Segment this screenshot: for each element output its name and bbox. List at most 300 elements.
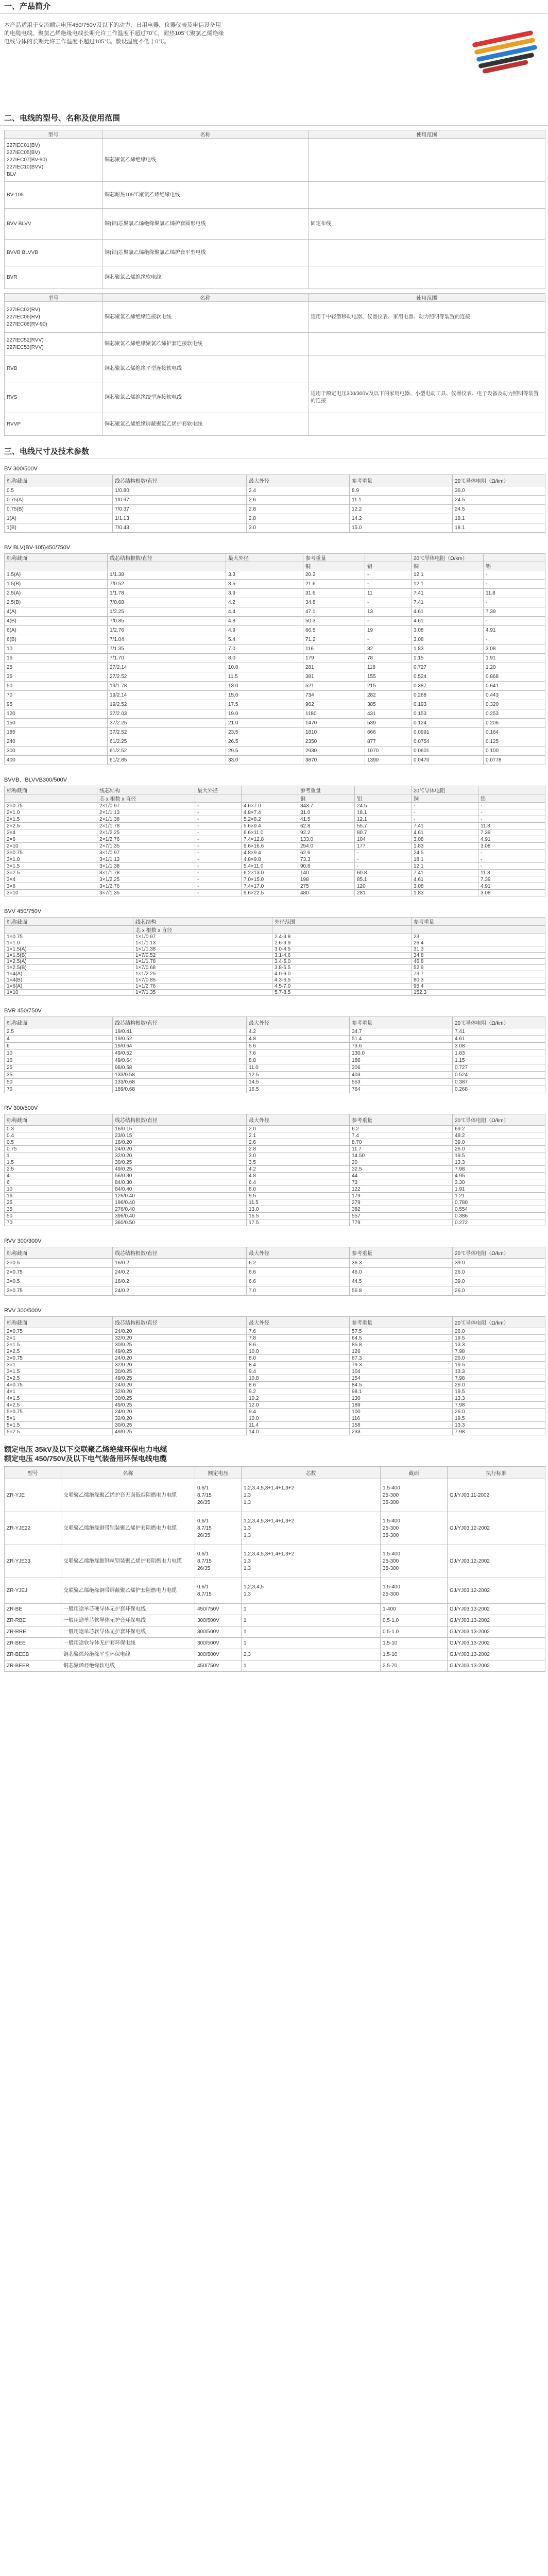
table-cell: 7/0.43: [113, 523, 247, 533]
table-cell: ZR-YJE: [5, 1479, 61, 1512]
table-cell: 1×10: [5, 990, 133, 996]
table-cell: 16: [5, 1193, 113, 1199]
table-cell: 49/0.25: [113, 1348, 247, 1355]
column-header: 名称: [61, 1467, 195, 1479]
table-cell: 18.1: [412, 856, 478, 863]
column-header: 额定电压: [195, 1467, 242, 1479]
table-cell: 100: [350, 1409, 453, 1415]
column-header: 标称截面: [5, 475, 113, 486]
table-row: [5, 1139, 545, 1146]
table-cell: 48.2: [453, 1132, 545, 1139]
table-cell: 0.4: [5, 1132, 113, 1139]
table-row: [5, 870, 545, 876]
table-cell: 2.5: [5, 1166, 113, 1173]
table-cell: 11.4: [247, 1422, 350, 1429]
table-cell: 6.4: [247, 1179, 350, 1186]
table-cell: 1×4(B): [5, 977, 133, 984]
table-cell: 666: [365, 728, 412, 737]
table-cell: 3×0.75: [5, 850, 97, 856]
table-row: [5, 1649, 545, 1660]
table-cell: 1.5-400 25-300: [381, 1578, 448, 1604]
table-cell: 37/2.52: [108, 728, 226, 737]
table-cell: 2×6: [5, 836, 97, 843]
table-cell: 7.98: [453, 1402, 545, 1409]
table-cell: 32/0.20: [113, 1388, 247, 1395]
table-cell: -: [412, 816, 478, 823]
table-cell: GJ/YJ03.12-2002: [448, 1545, 545, 1578]
table-cell: 31.0: [298, 809, 355, 816]
table-cell: 3×0.75: [5, 1355, 113, 1362]
table-cell: 49/0.25: [113, 1166, 247, 1173]
models-row: [5, 240, 545, 266]
table-row: [5, 1126, 545, 1132]
table-row: [5, 977, 545, 984]
table-cell: -: [195, 823, 242, 829]
table-cell: -: [355, 850, 412, 856]
table-row: [5, 1193, 545, 1199]
table-cell: 0.75(A): [5, 496, 113, 505]
table-cell: 4×1.5: [5, 1395, 113, 1402]
cable-image: [467, 21, 544, 78]
table-cell: 19.5: [453, 1388, 545, 1395]
table-cell: 3.08: [412, 836, 478, 843]
table-cell: 3×1.5: [5, 863, 97, 870]
table-cell: ZR-YJE33: [5, 1545, 61, 1578]
table-cell: 12.1: [412, 863, 478, 870]
models2-header-model: 型号: [5, 294, 102, 302]
table-cell: 3.1-4.6: [272, 953, 412, 959]
table-cell: 19/0.52: [113, 1036, 247, 1043]
table-cell: 15.5: [247, 1213, 350, 1219]
table-cell: 130: [350, 1395, 453, 1402]
table-cell: 553: [350, 1079, 453, 1086]
table-cell: 8.8: [247, 1057, 350, 1064]
table-cell: 17.5: [226, 700, 303, 709]
table-row: [5, 1050, 545, 1057]
table-cell: 3×1/1.38: [97, 863, 195, 870]
table-cell: 50.3: [303, 617, 365, 626]
table-cell: 7/0.52: [108, 580, 226, 589]
table-cell: 6: [5, 1179, 113, 1186]
table-cell: 1470: [303, 719, 365, 728]
column-subheader: 铝: [478, 794, 545, 803]
table-row: [5, 1348, 545, 1355]
table-row: [5, 1368, 545, 1375]
table-row: [5, 1422, 545, 1429]
column-header: 最大外径: [247, 1017, 350, 1028]
table-cell: 26.0: [453, 1382, 545, 1388]
table-cell: 4.3-6.5: [272, 977, 412, 984]
table-row: [5, 617, 545, 626]
model-code: 227IEC52(RVV) 227IEC53(RVV): [5, 333, 102, 355]
table-cell: 18.1: [453, 514, 545, 523]
table-cell: 2.8: [247, 505, 350, 514]
table-cell: 35: [5, 1206, 113, 1213]
table-cell: 0.6/1 8.7/15 26/35: [195, 1479, 242, 1512]
table-cell: 1.5-400 25-300 35-300: [381, 1512, 448, 1545]
table-cell: 1.83: [453, 1050, 545, 1057]
table-cell: 0.206: [484, 719, 545, 728]
table-cell: 186: [350, 1057, 453, 1064]
table-cell: 140: [298, 870, 355, 876]
table-cell: 61/2.85: [108, 756, 226, 765]
model-code: BVR: [5, 266, 102, 289]
table-cell: 5.4: [226, 635, 303, 645]
table-cell: 8.0: [247, 1186, 350, 1193]
table-row: [5, 1146, 545, 1153]
table-cell: 1: [242, 1604, 381, 1615]
column-subheader: [242, 794, 298, 803]
table-cell: 5.6×9.4: [242, 823, 298, 829]
table-cell: 360/0.50: [113, 1219, 247, 1226]
table-cell: 8.0: [247, 1355, 350, 1362]
table-row: [5, 663, 545, 672]
table-cell: 35: [5, 672, 108, 682]
table-cell: 3×2.5: [5, 870, 97, 876]
table-cell: 1×6(A): [5, 984, 133, 990]
table-cell: 3.08: [412, 635, 484, 645]
table-cell: 450/750V: [195, 1660, 242, 1672]
table-cell: -: [478, 856, 545, 863]
table-cell: 24.5: [453, 496, 545, 505]
table-cell: 4.61: [412, 829, 478, 836]
table-cell: 1.15: [412, 654, 484, 663]
table-cell: 1×1/2.25: [133, 971, 272, 977]
table-cell: 1: [5, 1153, 113, 1159]
table-cell: 10: [5, 1050, 113, 1057]
table-cell: 79.3: [350, 1362, 453, 1368]
table-cell: 343.7: [298, 803, 355, 809]
table-cell: 61/2.52: [108, 747, 226, 756]
table-cell: 交联聚乙烯绝缘细钢丝铠装聚乙烯护套阻燃电力电缆: [61, 1545, 195, 1578]
table-cell: 19.5: [453, 1362, 545, 1368]
table-row: [5, 737, 545, 747]
bvvb-table: [4, 786, 545, 896]
table-cell: 2.5(A): [5, 589, 108, 598]
table-cell: -: [355, 863, 412, 870]
table-cell: 4.61: [412, 617, 484, 626]
table-cell: -: [478, 863, 545, 870]
table-cell: 7/0.85: [108, 617, 226, 626]
table-cell: 7.8: [247, 1335, 350, 1342]
column-header: 线芯结构: [97, 786, 195, 794]
table-cell: 734: [303, 691, 365, 700]
table-cell: -: [412, 803, 478, 809]
table-cell: 19/2.52: [108, 700, 226, 709]
column-header: 线芯结构根数/直径: [113, 1317, 247, 1328]
table-cell: 9.5: [247, 1193, 350, 1199]
table-cell: 1,2,3,4,5,3+1,4+1,3+2 1,3 1,3: [242, 1479, 381, 1512]
table-cell: 2.4: [247, 486, 350, 496]
table-cell: 19/1.78: [108, 682, 226, 691]
table-cell: 4(A): [5, 607, 108, 617]
table-cell: 7.39: [478, 876, 545, 883]
table-cell: 交联聚乙烯绝缘钢带铠装聚乙烯护套阻燃电力电缆: [61, 1512, 195, 1545]
table-cell: 5.6: [247, 1043, 350, 1050]
table-cell: 4.9: [226, 626, 303, 635]
table-cell: 1×1/1.13: [133, 940, 272, 946]
table-cell: 7.39: [478, 829, 545, 836]
table-cell: 1,2,3,4,5,3+1,4+1,3+2 1,3 1,3: [242, 1512, 381, 1545]
table-cell: 41.5: [298, 816, 355, 823]
table-cell: 3.08: [412, 883, 478, 890]
table-cell: 18.1: [453, 523, 545, 533]
table-cell: 3×1/2.25: [97, 876, 195, 883]
table-cell: -: [365, 617, 412, 626]
table-cell: 1,2,3,4,5,3+1,4+1,3+2 1,3 1,3: [242, 1545, 381, 1578]
table-cell: 2.8: [247, 1146, 350, 1153]
table-cell: 19/2.14: [108, 691, 226, 700]
model-name: 铜芯耐热105℃聚氯乙烯绝缘电线: [102, 182, 309, 209]
table-cell: GJ/YJ03.13-2002: [448, 1649, 545, 1660]
column-subheader: [226, 562, 303, 570]
table-cell: 13.0: [247, 1206, 350, 1213]
table-cell: 0.386: [453, 1213, 545, 1219]
table-cell: -: [195, 876, 242, 883]
table-cell: 0.272: [453, 1219, 545, 1226]
rvv500-table: [4, 1316, 545, 1435]
table-cell: 80.3: [412, 977, 545, 984]
rv-caption: RV 300/500V: [4, 1105, 38, 1111]
table-cell: 2×1: [5, 1335, 113, 1342]
column-header: 参考重量: [350, 1317, 453, 1328]
model-use: [309, 182, 545, 209]
column-header: 线芯结构根数/直径: [113, 1247, 247, 1259]
table-row: [5, 626, 545, 635]
table-row: [5, 1206, 545, 1213]
table-cell: 3.0: [247, 523, 350, 533]
table-cell: 4.4: [226, 607, 303, 617]
table-cell: 7.0: [226, 645, 303, 654]
table-cell: -: [412, 809, 478, 816]
table-cell: -: [195, 809, 242, 816]
column-subheader: [272, 926, 412, 934]
blv-table: [4, 553, 545, 765]
table-cell: -: [365, 580, 412, 589]
table-cell: 4.91: [478, 836, 545, 843]
table-cell: 1×4(A): [5, 971, 133, 977]
table-row: [5, 1362, 545, 1368]
models2-header-name: 名称: [102, 294, 309, 302]
table-cell: 8.4: [247, 1362, 350, 1368]
header-row: [5, 918, 545, 926]
table-cell: 1×0.75: [5, 934, 133, 940]
table-cell: 0.524: [412, 672, 484, 682]
model-name: 铜芯聚氯乙烯绝缘平型连接软电线: [102, 355, 309, 382]
table-cell: 95.4: [412, 984, 545, 990]
table-row: [5, 1402, 545, 1409]
table-row: [5, 635, 545, 645]
table-cell: 10.0: [247, 1348, 350, 1355]
column-header: 20℃导体电阻（Ω/km）: [453, 475, 545, 486]
table-cell: 2.6: [247, 496, 350, 505]
table-cell: 73.7: [412, 971, 545, 977]
model-name: 铜芯聚氯乙烯绝缘电线: [102, 139, 309, 182]
table-cell: 2×0.75: [5, 803, 97, 809]
table-cell: 16/0.15: [113, 1126, 247, 1132]
table-row: [5, 836, 545, 843]
table-cell: 2×4: [5, 829, 97, 836]
table-cell: 7.98: [453, 1375, 545, 1382]
table-cell: 0.780: [453, 1199, 545, 1206]
table-cell: 16/0.20: [113, 1139, 247, 1146]
table-cell: 34.7: [350, 1028, 453, 1036]
column-header: 20℃导体电阻（Ω/km）: [453, 1017, 545, 1028]
table-cell: 0.6/1 8.7/15 26/35: [195, 1512, 242, 1545]
table-cell: 254.0: [298, 843, 355, 850]
models-row: [5, 333, 545, 355]
table-row: [5, 747, 545, 756]
table-cell: 8.9: [350, 486, 453, 496]
table-cell: 2×0.75: [5, 1268, 113, 1277]
table-cell: 4.91: [484, 626, 545, 635]
table-cell: 2.1: [247, 1132, 350, 1139]
table-cell: -: [365, 635, 412, 645]
header-row: [5, 1017, 545, 1028]
table-cell: 1: [242, 1660, 381, 1672]
table-cell: 84/0.30: [113, 1179, 247, 1186]
table-cell: 7.39: [484, 607, 545, 617]
table-cell: 1/2.25: [108, 607, 226, 617]
header-row: [5, 475, 545, 486]
table-row: [5, 1219, 545, 1226]
table-cell: 5.4×11.0: [242, 863, 298, 870]
fire-title-2: 额定电压 450/750V及以下电气装备用环保电线电缆: [4, 1454, 167, 1463]
table-cell: 18.1: [355, 809, 412, 816]
table-cell: 49/0.25: [113, 1429, 247, 1435]
table-cell: 7.98: [453, 1429, 545, 1435]
table-cell: 2×1.5: [5, 1342, 113, 1348]
table-cell: 13.0: [226, 682, 303, 691]
table-cell: 233: [350, 1429, 453, 1435]
table-cell: 2.4-3.8: [272, 934, 412, 940]
table-row: [5, 496, 545, 505]
table-cell: 0.5-1.0: [381, 1626, 448, 1638]
table-row: [5, 1043, 545, 1050]
table-cell: 282: [365, 691, 412, 700]
models2-header-use: 使用范围: [309, 294, 545, 302]
table-cell: 9.6×16.6: [242, 843, 298, 850]
table-cell: 2.6-3.9: [272, 940, 412, 946]
table-cell: 一般用途单芯软导体无护套环保电线: [61, 1615, 195, 1626]
table-cell: 3.5: [247, 1159, 350, 1166]
table-cell: 5×0.75: [5, 1409, 113, 1415]
table-cell: 30/0.25: [113, 1422, 247, 1429]
table-cell: 1×1.0: [5, 940, 133, 946]
table-cell: 150: [5, 719, 108, 728]
column-subheader: [5, 794, 97, 803]
table-cell: 39.0: [453, 1277, 545, 1286]
table-cell: 2×2.5: [5, 1348, 113, 1355]
table-row: [5, 1179, 545, 1186]
table-cell: 11.5: [247, 1199, 350, 1206]
table-cell: 47.1: [303, 607, 365, 617]
table-cell: 16: [5, 1057, 113, 1064]
header-row: [5, 1247, 545, 1259]
table-cell: 19.5: [453, 1335, 545, 1342]
table-cell: 3.08: [453, 1043, 545, 1050]
table-cell: 17.5: [247, 1219, 350, 1226]
table-cell: -: [195, 850, 242, 856]
table-cell: ZR-RBE: [5, 1615, 61, 1626]
table-cell: 11.0: [247, 1064, 350, 1072]
table-cell: 3.3: [226, 570, 303, 580]
table-row: [5, 965, 545, 971]
table-cell: 24.5: [412, 850, 478, 856]
table-cell: 95: [5, 700, 108, 709]
table-cell: 0.193: [412, 700, 484, 709]
table-cell: 67.3: [350, 1355, 453, 1362]
table-cell: 1×1/0.97: [133, 934, 272, 940]
table-cell: 98.1: [350, 1388, 453, 1395]
table-cell: 2×1.5: [5, 816, 97, 823]
subheader-row: [5, 562, 545, 570]
table-cell: 1×1/2.76: [133, 984, 272, 990]
table-cell: 1.5(B): [5, 580, 108, 589]
column-header: [355, 786, 412, 794]
table-cell: 3×10: [5, 890, 97, 896]
table-cell: 12.1: [412, 570, 484, 580]
table-cell: 877: [365, 737, 412, 747]
column-header: [484, 554, 545, 562]
table-cell: 32: [365, 645, 412, 654]
table-cell: -: [195, 829, 242, 836]
table-cell: 6.6: [247, 1277, 350, 1286]
table-cell: 0.75(B): [5, 505, 113, 514]
column-subheader: 芯 x 根数 x 直径: [133, 926, 272, 934]
column-header: 标称截面: [5, 1114, 113, 1126]
table-cell: 62.6: [298, 850, 355, 856]
column-header: 标称截面: [5, 1017, 113, 1028]
table-row: [5, 570, 545, 580]
table-cell: 52.9: [412, 965, 545, 971]
table-cell: 23.5: [226, 728, 303, 737]
table-cell: 1.5-400 25-300 35-300: [381, 1479, 448, 1512]
table-cell: 2930: [303, 747, 365, 756]
column-header: 20℃导体电阻（Ω/km）: [453, 1317, 545, 1328]
table-row: [5, 1375, 545, 1382]
table-cell: 73.6: [350, 1043, 453, 1050]
table-cell: 281: [303, 663, 365, 672]
table-cell: 0.5-1.0: [381, 1615, 448, 1626]
table-row: [5, 890, 545, 896]
column-header: 参考重量: [298, 786, 355, 794]
table-cell: 179: [303, 654, 365, 663]
table-cell: 84.5: [350, 1382, 453, 1388]
table-cell: 133/0.68: [113, 1079, 247, 1086]
models-row: [5, 413, 545, 436]
column-header: 最大外径: [247, 475, 350, 486]
table-cell: 一般用途单芯硬导体无护套环保电线: [61, 1604, 195, 1615]
table-cell: 8.70: [350, 1139, 453, 1146]
model-name: 铜芯聚氯乙烯绝缘连接软电线: [102, 302, 309, 333]
table-cell: 396/0.40: [113, 1213, 247, 1219]
table-cell: 7.41: [412, 870, 478, 876]
table-cell: 71.2: [303, 635, 365, 645]
table-cell: 73: [350, 1179, 453, 1186]
table-cell: 24/0.20: [113, 1146, 247, 1153]
table-cell: 7.41: [412, 598, 484, 607]
table-cell: 450/750V: [195, 1604, 242, 1615]
table-cell: 34.8: [412, 953, 545, 959]
column-header: 20℃导体电阻: [412, 786, 478, 794]
table-cell: 1×7/1.35: [133, 990, 272, 996]
column-header: 最大外径: [226, 554, 303, 562]
table-row: [5, 672, 545, 682]
table-cell: 0.0991: [412, 728, 484, 737]
table-cell: 7.0: [247, 1286, 350, 1296]
table-cell: 1/1.78: [108, 589, 226, 598]
